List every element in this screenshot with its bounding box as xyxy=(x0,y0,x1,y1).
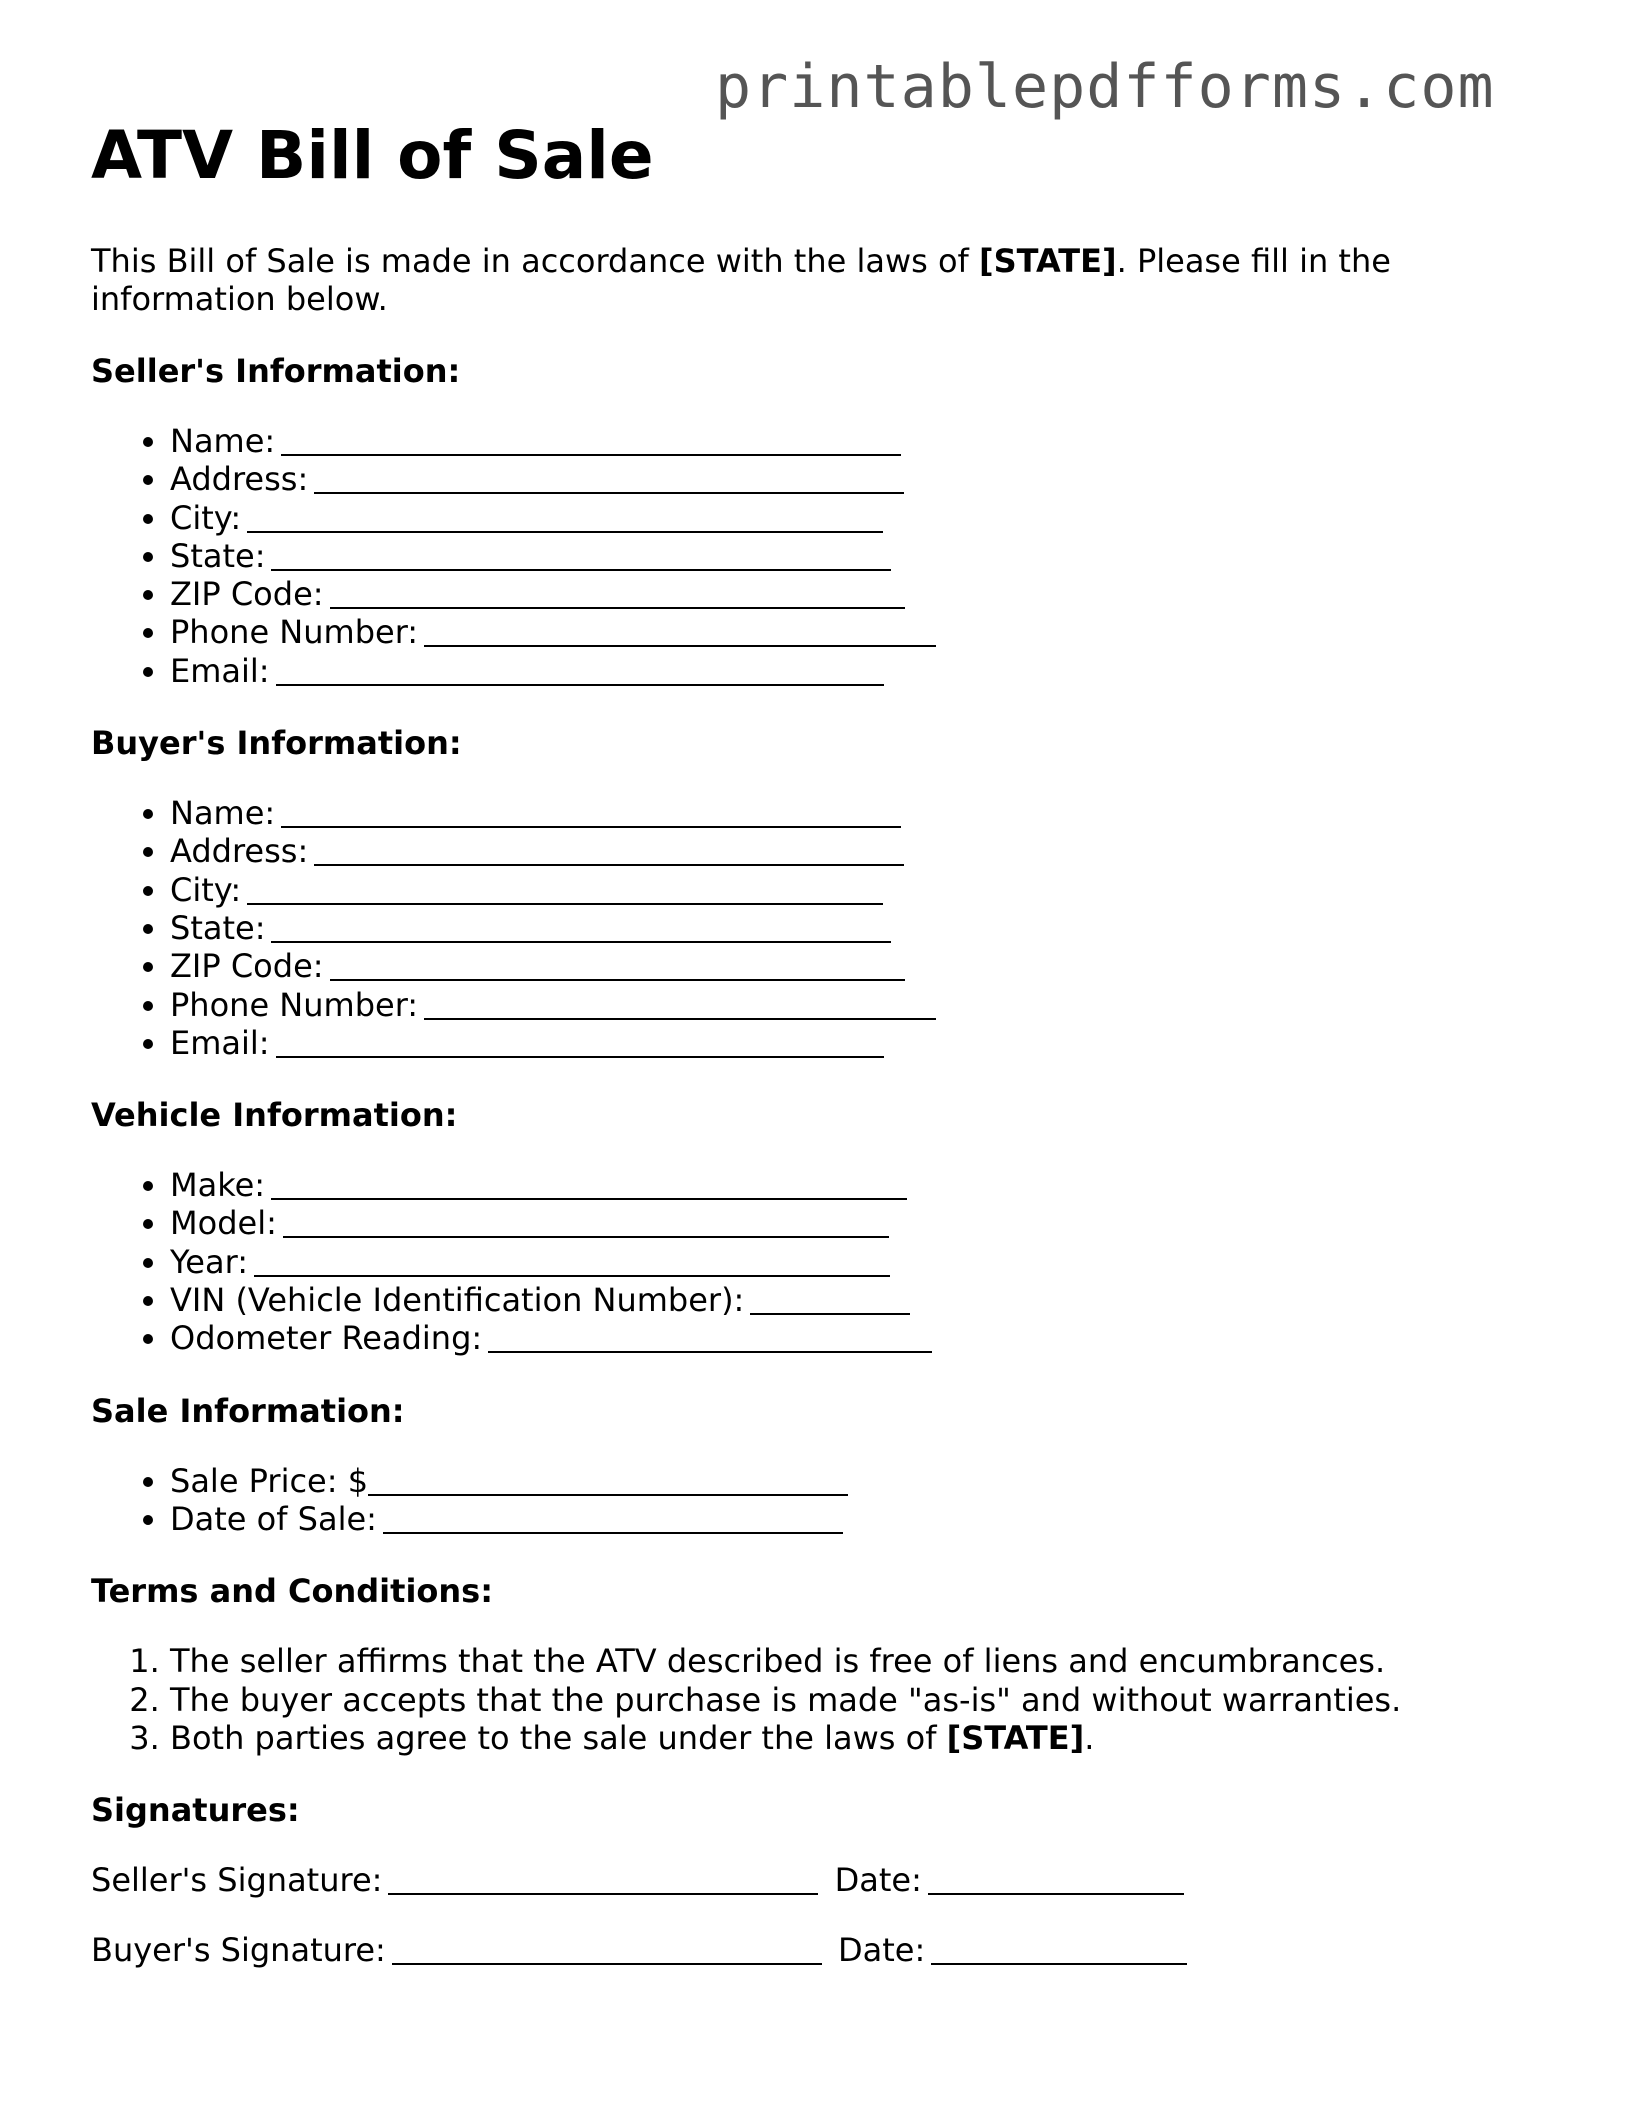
field-label: State: xyxy=(170,536,266,575)
buyer-state-field xyxy=(170,909,1571,947)
terms-heading: Terms and Conditions: xyxy=(91,1572,494,1611)
buyer-name-field xyxy=(170,794,1571,832)
intro-text-after: . Please fill in the information below. xyxy=(91,242,1391,318)
watermark: printablepdfforms.com xyxy=(715,52,1495,122)
sale-fields xyxy=(91,1462,1571,1539)
intro-state-placeholder: [STATE] xyxy=(978,242,1117,280)
sale-price-field xyxy=(170,1462,1571,1500)
field-label: Phone Number: xyxy=(170,985,419,1024)
field-label: Make: xyxy=(170,1166,266,1205)
seller-address-field xyxy=(170,460,1571,498)
sale-section xyxy=(91,1392,1571,1539)
terms-item: 1. The seller affirms that the ATV described is free of liens and encumbrances. xyxy=(170,1642,1571,1680)
buyer-address-field xyxy=(170,832,1571,870)
vehicle-model-field xyxy=(170,1204,1571,1242)
vehicle-make-line[interactable] xyxy=(271,1168,907,1200)
vehicle-odometer-line[interactable] xyxy=(488,1321,932,1353)
terms-section xyxy=(91,1572,1571,1757)
buyer-phone-line[interactable] xyxy=(424,988,936,1020)
signatures-section xyxy=(91,1791,1571,1969)
seller-city-line[interactable] xyxy=(247,501,883,533)
field-label: Email: xyxy=(170,651,270,690)
buyer-zip-field xyxy=(170,947,1571,985)
vehicle-odometer-field xyxy=(170,1319,1571,1357)
buyer-city-line[interactable] xyxy=(247,873,883,905)
buyer-name-line[interactable] xyxy=(281,796,901,828)
terms-item-text: Both parties agree to the sale under the laws of xyxy=(170,1718,947,1757)
field-label: Address: xyxy=(170,832,309,871)
vehicle-model-line[interactable] xyxy=(283,1206,889,1238)
seller-state-field xyxy=(170,537,1571,575)
seller-address-line[interactable] xyxy=(314,462,904,494)
buyer-address-line[interactable] xyxy=(314,834,904,866)
field-label: Phone Number: xyxy=(170,613,419,652)
seller-name-line[interactable] xyxy=(281,424,901,456)
seller-zip-field xyxy=(170,575,1571,613)
field-label: City: xyxy=(170,870,242,909)
buyer-signature-line[interactable] xyxy=(392,1933,822,1965)
vehicle-make-field xyxy=(170,1166,1571,1204)
buyer-fields xyxy=(91,794,1571,1062)
terms-item xyxy=(170,1719,1571,1757)
seller-email-line[interactable] xyxy=(276,654,884,686)
buyer-state-line[interactable] xyxy=(271,911,891,943)
seller-heading: Seller's Information: xyxy=(91,352,461,390)
field-label: ZIP Code: xyxy=(170,947,324,986)
sale-price-line[interactable] xyxy=(368,1464,848,1496)
buyer-zip-line[interactable] xyxy=(330,949,905,981)
vehicle-section xyxy=(91,1096,1571,1357)
sale-heading: Sale Information: xyxy=(91,1391,405,1430)
field-label: Name: xyxy=(170,794,276,833)
buyer-city-field xyxy=(170,871,1571,909)
seller-signature-label: Seller's Signature: xyxy=(91,1861,383,1900)
terms-state-placeholder: [STATE] xyxy=(946,1718,1085,1757)
intro-paragraph xyxy=(91,242,1441,318)
terms-item: 2. The buyer accepts that the purchase is made "as-is" and without warranties. xyxy=(170,1681,1571,1719)
seller-zip-line[interactable] xyxy=(330,577,905,609)
signatures-heading: Signatures: xyxy=(91,1791,300,1830)
seller-date-label: Date: xyxy=(834,1861,922,1900)
buyer-section xyxy=(91,724,1571,1062)
vehicle-year-field xyxy=(170,1243,1571,1281)
seller-section xyxy=(91,352,1571,690)
terms-item-end: . xyxy=(1084,1718,1095,1757)
field-label: Odometer Reading: xyxy=(170,1319,483,1358)
buyer-heading: Buyer's Information: xyxy=(91,724,462,763)
bill-of-sale-document xyxy=(91,110,1571,1969)
terms-list xyxy=(91,1642,1571,1757)
buyer-phone-field xyxy=(170,986,1571,1024)
vehicle-year-line[interactable] xyxy=(254,1245,890,1277)
field-label: Email: xyxy=(170,1023,270,1062)
buyer-date-line[interactable] xyxy=(931,1933,1187,1965)
sale-date-line[interactable] xyxy=(383,1502,843,1534)
seller-phone-line[interactable] xyxy=(424,615,936,647)
seller-date-line[interactable] xyxy=(928,1863,1184,1895)
field-label: VIN (Vehicle Identification Number): xyxy=(170,1281,745,1320)
intro-text-before: This Bill of Sale is made in accordance with the laws of xyxy=(91,242,979,280)
seller-phone-field xyxy=(170,613,1571,651)
field-label: ZIP Code: xyxy=(170,575,324,614)
buyer-signature-label: Buyer's Signature: xyxy=(91,1931,386,1970)
page-title: ATV Bill of Sale xyxy=(91,117,654,194)
field-label: Name: xyxy=(170,422,276,460)
vehicle-fields xyxy=(91,1166,1571,1357)
seller-signature-line[interactable] xyxy=(388,1863,818,1895)
vehicle-vin-field xyxy=(170,1281,1571,1319)
seller-name-field xyxy=(170,422,1571,460)
buyer-email-field xyxy=(170,1024,1571,1062)
sale-date-field xyxy=(170,1500,1571,1538)
seller-city-field xyxy=(170,499,1571,537)
buyer-signature-row xyxy=(91,1931,1571,1969)
field-label: City: xyxy=(170,498,242,537)
seller-fields xyxy=(91,422,1571,690)
field-label: Year: xyxy=(170,1242,248,1281)
field-label: Date of Sale: xyxy=(170,1499,377,1538)
seller-signature-row xyxy=(91,1861,1571,1899)
field-label: Address: xyxy=(170,460,309,499)
buyer-email-line[interactable] xyxy=(276,1026,884,1058)
field-label: Sale Price: $ xyxy=(170,1461,369,1500)
buyer-date-label: Date: xyxy=(837,1931,926,1970)
field-label: State: xyxy=(170,908,266,947)
vehicle-vin-line[interactable] xyxy=(750,1283,910,1315)
field-label: Model: xyxy=(170,1204,277,1243)
seller-email-field xyxy=(170,652,1571,690)
seller-state-line[interactable] xyxy=(271,539,891,571)
vehicle-heading: Vehicle Information: xyxy=(91,1096,458,1135)
